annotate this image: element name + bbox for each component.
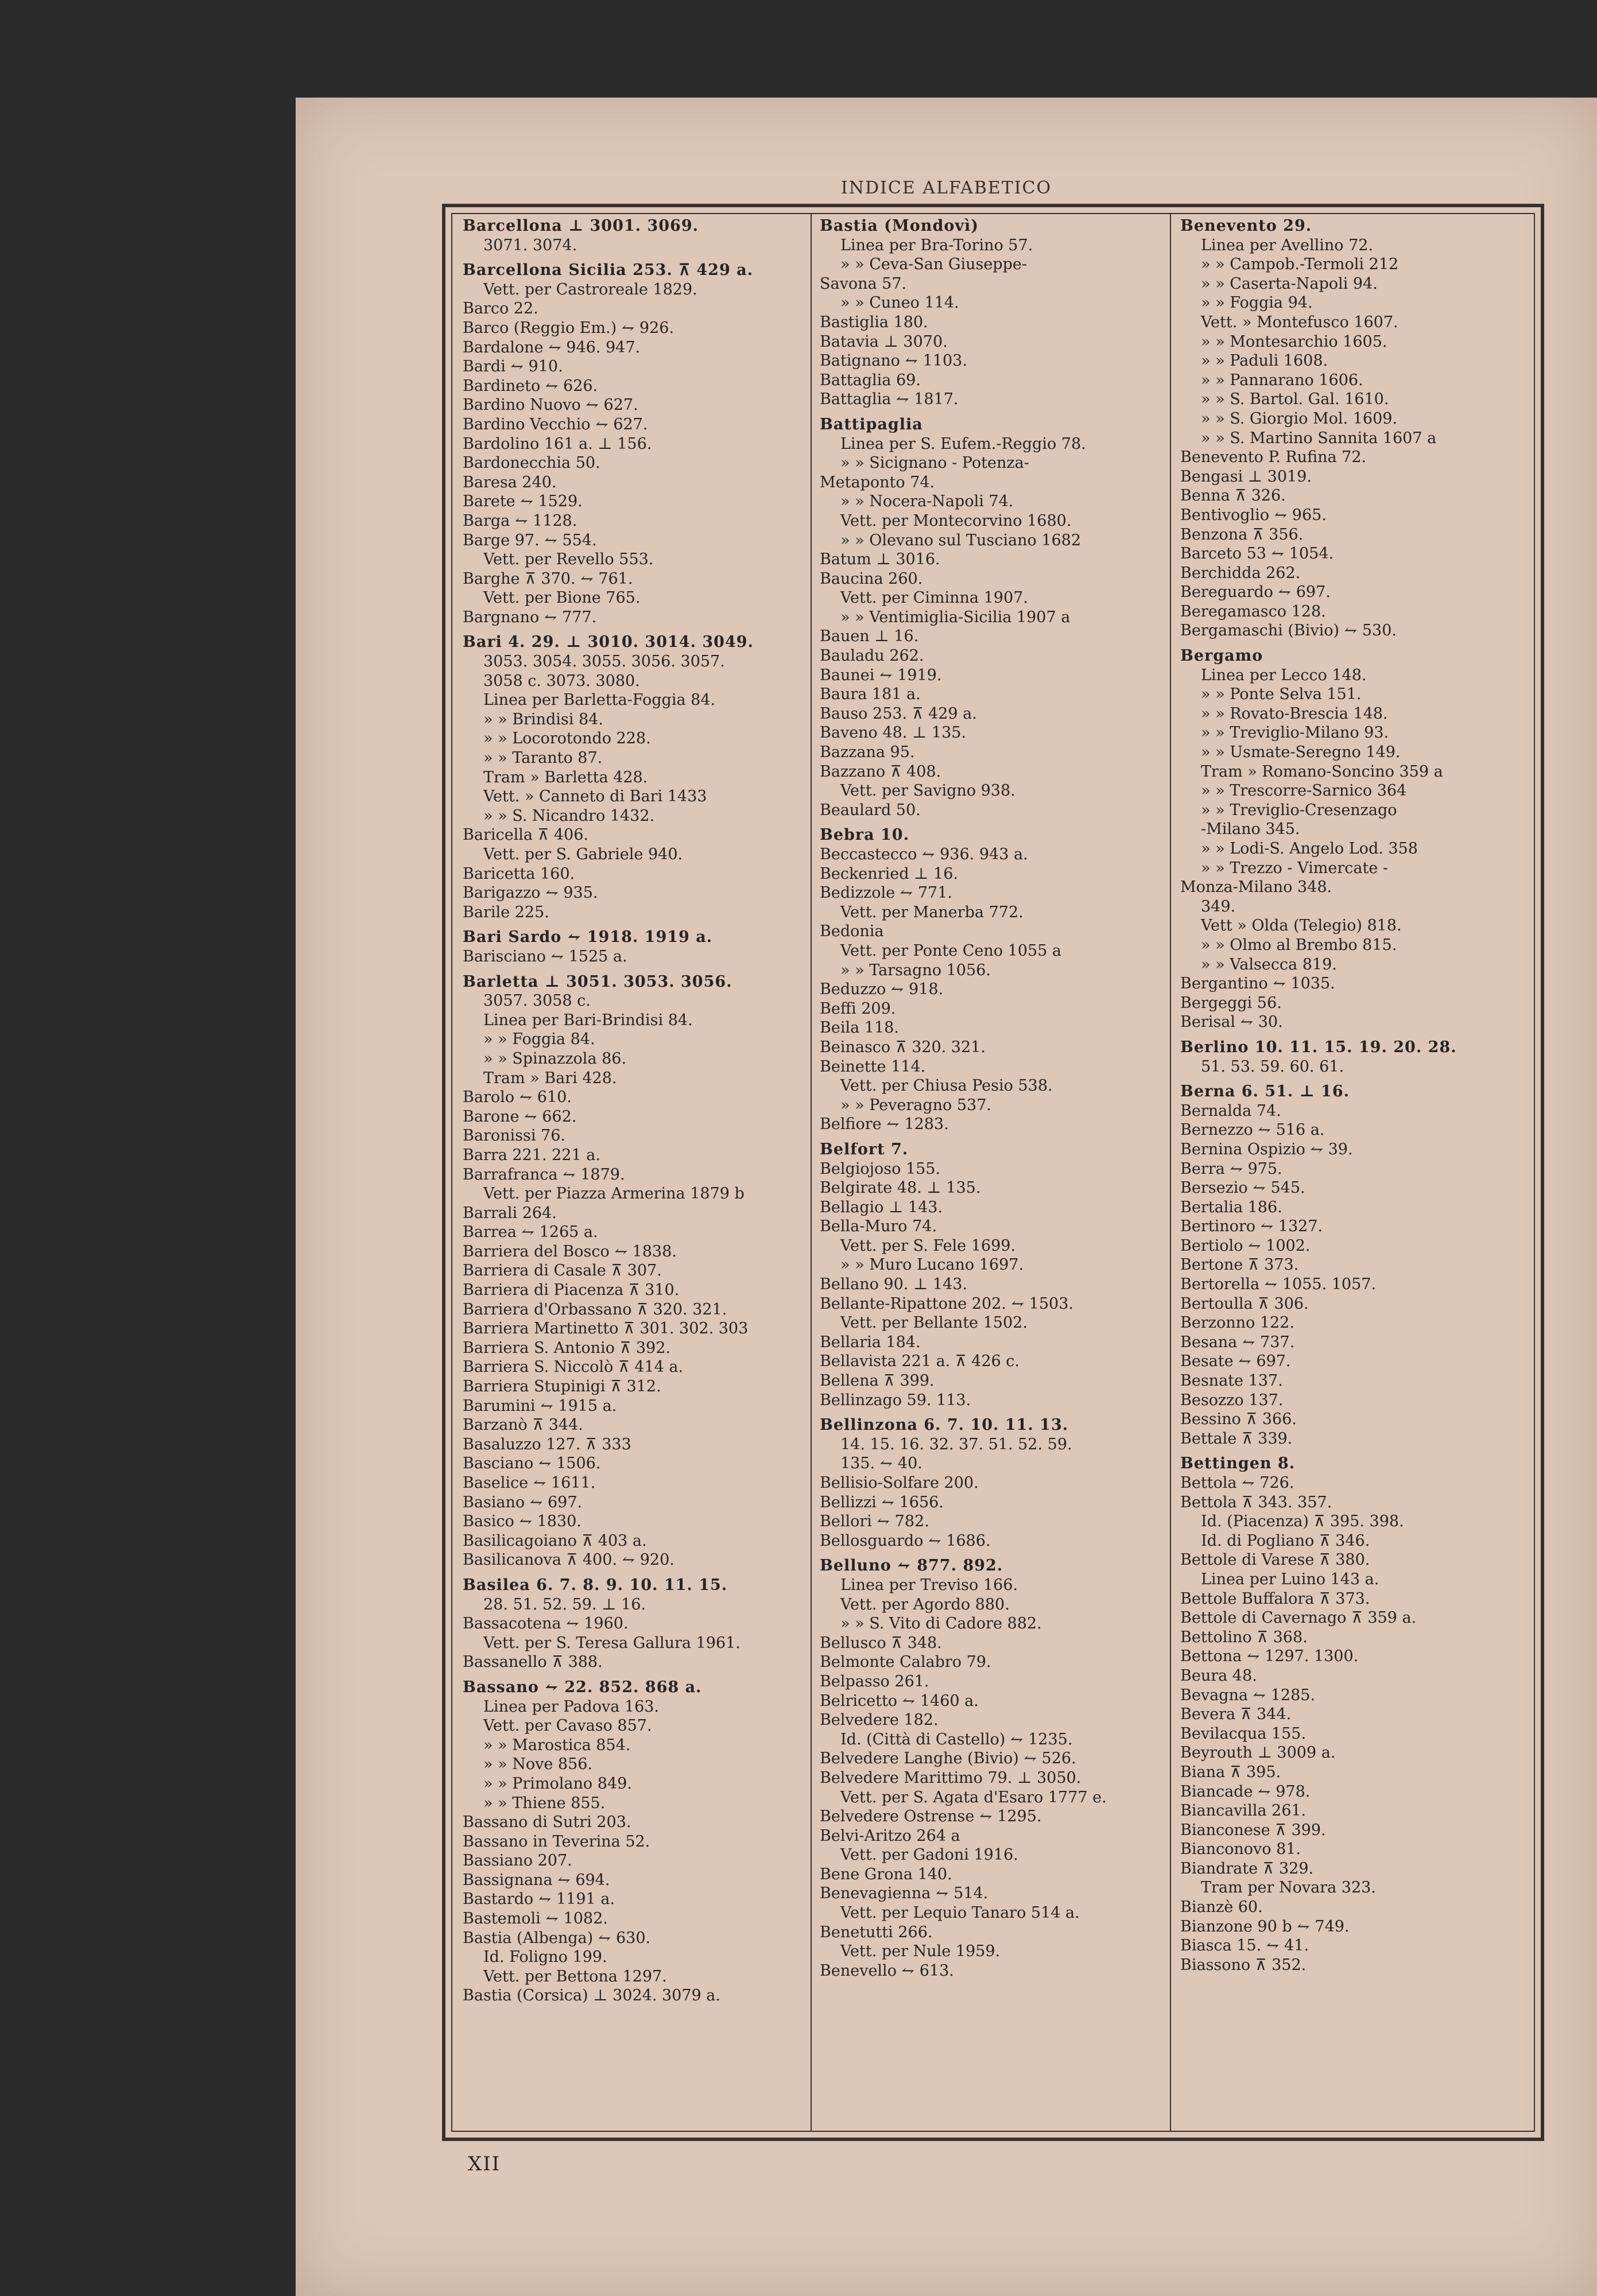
index-entry: Bauso 253. ⊼ 429 a. <box>820 704 977 723</box>
index-entry: Bella-Muro 74. <box>820 1217 937 1236</box>
index-entry: Berna 6. 51. ⊥ 16. <box>1180 1083 1350 1101</box>
index-entry: 349. <box>1201 897 1236 916</box>
index-entry: Linea per Luino 143 a. <box>1201 1570 1379 1588</box>
index-entry: Besnate 137. <box>1180 1372 1283 1390</box>
index-entry: Vett. per Montecorvino 1680. <box>840 511 1072 530</box>
index-entry: » » Usmate-Seregno 149. <box>1201 743 1401 762</box>
index-entry: » » Montesarchio 1605. <box>1201 332 1387 351</box>
index-entry: Bardolino 161 a. ⊥ 156. <box>463 435 652 453</box>
index-entry: Bardi ⥊ 910. <box>463 358 563 376</box>
index-entry: Bergamo <box>1180 647 1263 665</box>
index-entry: -Milano 345. <box>1201 820 1300 839</box>
index-entry: » » Nocera-Napoli 74. <box>840 492 1014 511</box>
index-entry: Barone ⥊ 662. <box>463 1107 577 1126</box>
index-entry: 3071. 3074. <box>483 236 577 254</box>
index-entry: 135. ⥊ 40. <box>840 1455 922 1473</box>
index-entry: Berchidda 262. <box>1180 564 1301 582</box>
index-entry: Beccastecco ⥊ 936. 943 a. <box>820 846 1028 863</box>
index-entry: 51. 53. 59. 60. 61. <box>1201 1057 1344 1076</box>
index-entry: » » Muro Lucano 1697. <box>840 1256 1024 1274</box>
index-entry: » » Sicignano - Potenza- <box>840 454 1029 472</box>
index-entry: Belvi-Aritzo 264 a <box>820 1826 960 1845</box>
index-entry: Vett. per Bettona 1297. <box>483 1967 667 1985</box>
index-entry: » » Ponte Selva 151. <box>1201 685 1362 704</box>
index-entry: Barrali 264. <box>463 1204 557 1222</box>
index-entry: Bastiglia 180. <box>820 313 928 331</box>
index-entry: Batavia ⊥ 3070. <box>820 332 948 351</box>
index-entry: Barcellona Sicilia 253. ⊼ 429 a. <box>463 261 754 280</box>
index-entry: Barcellona ⊥ 3001. 3069. <box>463 217 699 235</box>
index-entry: Bevilacqua 155. <box>1180 1724 1307 1743</box>
index-entry: Tram » Barletta 428. <box>483 768 648 786</box>
index-entry: Benevento P. Rufina 72. <box>1180 448 1367 467</box>
index-entry: Baunei ⥊ 1919. <box>820 666 942 684</box>
index-entry: Barrafranca ⥊ 1879. <box>463 1165 625 1184</box>
index-entry: Bernezzo ⥊ 516 a. <box>1180 1121 1325 1139</box>
column-separator <box>1170 213 1171 2132</box>
index-entry: Id. di Pogliano ⊼ 346. <box>1201 1531 1370 1550</box>
index-entry: Vett. per Bellante 1502. <box>840 1314 1028 1332</box>
index-entry: Belmonte Calabro 79. <box>820 1653 991 1671</box>
index-entry: Linea per S. Eufem.-Reggio 78. <box>840 435 1086 453</box>
index-entry: Barigazzo ⥊ 935. <box>463 884 598 902</box>
index-entry: Belluno ⥊ 877. 892. <box>820 1557 1003 1575</box>
index-entry: Bengasi ⊥ 3019. <box>1180 467 1312 486</box>
index-entry: Tram » Bari 428. <box>483 1069 617 1087</box>
index-entry: Bellusco ⊼ 348. <box>820 1634 942 1652</box>
index-entry: Bauladu 262. <box>820 647 924 665</box>
index-entry: Bellante-Ripattone 202. ⥊ 1503. <box>820 1294 1073 1313</box>
index-entry: Linea per Padova 163. <box>483 1697 660 1716</box>
index-entry: Bedonia <box>820 922 884 941</box>
index-entry: Bassano di Sutri 203. <box>463 1813 631 1832</box>
index-entry: Bereguardo ⥊ 697. <box>1180 583 1331 602</box>
index-entry: Bettingen 8. <box>1180 1455 1296 1473</box>
index-entry: Belvedere Ostrense ⥊ 1295. <box>820 1808 1042 1826</box>
index-entry: Barriera S. Antonio ⊼ 392. <box>463 1339 670 1357</box>
index-entry: Batignano ⥊ 1103. <box>820 352 967 370</box>
index-entry: Basilicagoiano ⊼ 403 a. <box>463 1531 647 1550</box>
index-entry: Besate ⥊ 697. <box>1180 1352 1291 1371</box>
index-entry: Bellagio ⊥ 143. <box>820 1198 943 1216</box>
index-entry: Battipaglia <box>820 415 923 433</box>
index-entry: Bevagna ⥊ 1285. <box>1180 1686 1316 1704</box>
index-entry: » » Tarsagno 1056. <box>840 961 991 979</box>
index-entry: Bernina Ospizio ⥊ 39. <box>1180 1140 1353 1158</box>
index-entry: Bardonecchia 50. <box>463 454 600 472</box>
index-entry: Savona 57. <box>820 274 907 293</box>
index-entry: Bianconovo 81. <box>1180 1840 1301 1859</box>
index-entry: Vett. » Montefusco 1607. <box>1201 313 1398 331</box>
index-entry: Bernalda 74. <box>1180 1102 1281 1120</box>
index-entry: 28. 51. 52. 59. ⊥ 16. <box>483 1595 646 1614</box>
index-entry: Bellavista 221 a. ⊼ 426 c. <box>820 1352 1020 1371</box>
index-entry: Barriera S. Niccolò ⊼ 414 a. <box>463 1358 684 1376</box>
index-entry: » » Taranto 87. <box>483 749 603 767</box>
index-entry: Barriera d'Orbassano ⊼ 320. 321. <box>463 1300 727 1318</box>
index-entry: Vett. per Castroreale 1829. <box>483 280 697 298</box>
index-entry: Vett. per Gadoni 1916. <box>840 1846 1018 1864</box>
index-entry: Barceto 53 ⥊ 1054. <box>1180 545 1334 563</box>
index-entry: Bazzana 95. <box>820 743 915 762</box>
index-entry: Biana ⊼ 395. <box>1180 1763 1281 1781</box>
index-entry: Besozzo 137. <box>1180 1391 1284 1409</box>
index-entry: Bauen ⊥ 16. <box>820 627 919 646</box>
index-entry: Berlino 10. 11. 15. 19. 20. 28. <box>1180 1038 1457 1056</box>
index-entry: Bassano in Teverina 52. <box>463 1832 650 1851</box>
index-entry: Berzonno 122. <box>1180 1314 1294 1332</box>
index-entry: » » S. Martino Sannita 1607 a <box>1201 429 1437 447</box>
index-entry: Beregamasco 128. <box>1180 602 1326 620</box>
index-entry: Bellinzago 59. 113. <box>820 1391 971 1409</box>
index-entry: Bettola ⊼ 343. 357. <box>1180 1493 1332 1511</box>
index-entry: Bastia (Albenga) ⥊ 630. <box>463 1929 651 1947</box>
index-entry: Bari Sardo ⥊ 1918. 1919 a. <box>463 928 713 947</box>
index-column-3 <box>1180 216 1525 2132</box>
index-entry: Barriera Martinetto ⊼ 301. 302. 303 <box>463 1320 749 1338</box>
index-entry: Berra ⥊ 975. <box>1180 1159 1282 1178</box>
index-entry: Linea per Bra-Torino 57. <box>840 236 1033 254</box>
index-entry: Vett. per Revello 553. <box>483 550 654 569</box>
index-entry: Bellano 90. ⊥ 143. <box>820 1275 968 1294</box>
index-entry: Basaluzzo 127. ⊼ 333 <box>463 1435 631 1453</box>
index-entry: Vett. per Savigno 938. <box>840 782 1015 800</box>
index-entry: Barrea ⥊ 1265 a. <box>463 1223 598 1242</box>
index-entry: Bessino ⊼ 366. <box>1180 1410 1297 1429</box>
index-entry: Beinasco ⊼ 320. 321. <box>820 1038 986 1056</box>
index-entry: Benevello ⥊ 613. <box>820 1961 954 1980</box>
index-entry: Baricella ⊼ 406. <box>463 826 588 844</box>
index-entry: Vett. per Ponte Ceno 1055 a <box>840 941 1062 960</box>
index-entry: Vett. per Bione 765. <box>483 589 641 607</box>
index-entry: Barletta ⊥ 3051. 3053. 3056. <box>463 972 732 991</box>
index-entry: Vett. » Canneto di Bari 1433 <box>483 788 707 806</box>
index-entry: Bastia (Corsica) ⊥ 3024. 3079 a. <box>463 1987 720 2005</box>
index-entry: Belfiore ⥊ 1283. <box>820 1115 949 1134</box>
index-entry: Linea per Lecco 148. <box>1201 666 1367 684</box>
index-entry: Bardalone ⥊ 946. 947. <box>463 338 641 356</box>
index-entry: Id. (Piacenza) ⊼ 395. 398. <box>1201 1512 1404 1531</box>
index-entry: Belricetto ⥊ 1460 a. <box>820 1692 979 1710</box>
index-entry: Vett. per Ciminna 1907. <box>840 589 1028 607</box>
index-entry: Baura 181 a. <box>820 685 921 704</box>
index-entry: Battaglia 69. <box>820 371 921 389</box>
index-entry: Belvedere Marittimo 79. ⊥ 3050. <box>820 1768 1082 1787</box>
index-entry: Bardino Nuovo ⥊ 627. <box>463 396 638 414</box>
index-entry: Bassacotena ⥊ 1960. <box>463 1615 629 1633</box>
index-entry: Belgiojoso 155. <box>820 1159 941 1178</box>
index-entry: Barra 221. 221 a. <box>463 1146 600 1164</box>
index-entry: Linea per Bari-Brindisi 84. <box>483 1011 693 1029</box>
index-entry: » » Thiene 855. <box>483 1794 606 1812</box>
column-separator <box>811 213 812 2132</box>
index-entry: Belvedere Langhe (Bivio) ⥊ 526. <box>820 1750 1076 1768</box>
index-entry: Vett. per S. Gabriele 940. <box>483 846 683 863</box>
index-entry: Vett. per Lequio Tanaro 514 a. <box>840 1904 1080 1922</box>
index-entry: Bergantino ⥊ 1035. <box>1180 975 1335 993</box>
index-entry: Baresa 240. <box>463 473 557 491</box>
index-entry: Vett » Olda (Telegio) 818. <box>1201 917 1402 935</box>
index-entry: Barghe ⊼ 370. ⥊ 761. <box>463 569 633 588</box>
index-entry: Bedizzole ⥊ 771. <box>820 884 952 902</box>
index-entry: Bebra 10. <box>820 826 909 844</box>
index-entry: Bassiano 207. <box>463 1852 572 1870</box>
index-entry: » » Olevano sul Tusciano 1682 <box>840 531 1082 549</box>
index-entry: Beffi 209. <box>820 999 896 1018</box>
index-entry: Baronissi 76. <box>463 1127 565 1145</box>
index-entry: Bastia (Mondovì) <box>820 217 979 235</box>
index-entry: » » Ceva-San Giuseppe- <box>840 255 1027 274</box>
index-entry: Vett. per Chiusa Pesio 538. <box>840 1077 1053 1095</box>
index-entry: » » Cuneo 114. <box>840 294 959 312</box>
index-entry: Basico ⥊ 1830. <box>463 1512 582 1531</box>
index-entry: » » Ventimiglia-Sicilia 1907 a <box>840 608 1071 626</box>
index-entry: Barriera di Piacenza ⊼ 310. <box>463 1281 680 1300</box>
index-entry: Bene Grona 140. <box>820 1865 952 1883</box>
index-entry: Bertorella ⥊ 1055. 1057. <box>1180 1275 1377 1294</box>
index-entry: Berisal ⥊ 30. <box>1180 1013 1283 1031</box>
index-entry: » » S. Giorgio Mol. 1609. <box>1201 409 1398 428</box>
index-entry: Monza-Milano 348. <box>1180 878 1332 897</box>
index-entry: » » Spinazzola 86. <box>483 1049 627 1068</box>
index-entry: » » Foggia 84. <box>483 1030 595 1049</box>
index-entry: » » S. Vito di Cadore 882. <box>840 1615 1042 1633</box>
index-entry: Bettale ⊼ 339. <box>1180 1429 1293 1448</box>
index-entry: » » Nove 856. <box>483 1755 593 1774</box>
index-entry: Basiano ⥊ 697. <box>463 1493 583 1511</box>
index-entry: Basciano ⥊ 1506. <box>463 1455 601 1473</box>
index-entry: Biancavilla 261. <box>1180 1802 1307 1820</box>
index-entry: Bettolino ⊼ 368. <box>1180 1628 1308 1646</box>
page-sheet <box>296 98 1597 2296</box>
index-entry: Bellosguardo ⥊ 1686. <box>820 1531 991 1550</box>
index-entry: Bertinoro ⥊ 1327. <box>1180 1217 1323 1236</box>
index-entry: Bettole di Varese ⊼ 380. <box>1180 1551 1370 1569</box>
index-entry: » » Locorotondo 228. <box>483 730 651 748</box>
index-entry: Beyrouth ⊥ 3009 a. <box>1180 1744 1336 1762</box>
index-entry: Tram » Romano-Soncino 359 a <box>1201 762 1443 781</box>
index-entry: Barolo ⥊ 610. <box>463 1088 572 1107</box>
index-entry: Linea per Treviso 166. <box>840 1576 1018 1594</box>
index-entry: » » Paduli 1608. <box>1201 352 1328 370</box>
index-entry: Bargnano ⥊ 777. <box>463 608 597 626</box>
index-entry: Barco (Reggio Em.) ⥊ 926. <box>463 319 675 337</box>
index-entry: Beduzzo ⥊ 918. <box>820 980 944 999</box>
index-entry: Bellisio-Solfare 200. <box>820 1474 979 1492</box>
index-entry: Bettole Buffalora ⊼ 373. <box>1180 1589 1370 1608</box>
index-entry: 3057. 3058 c. <box>483 992 591 1010</box>
index-entry: Bellinzona 6. 7. 10. 11. 13. <box>820 1416 1069 1434</box>
index-entry: Bellori ⥊ 782. <box>820 1512 929 1531</box>
index-entry: Belvedere 182. <box>820 1711 939 1729</box>
index-entry: Bardineto ⥊ 626. <box>463 377 598 395</box>
index-entry: Vett. per S. Teresa Gallura 1961. <box>483 1634 741 1652</box>
index-entry: Benzona ⊼ 356. <box>1180 525 1304 544</box>
index-entry: Bertalia 186. <box>1180 1198 1282 1216</box>
index-entry: » » Rovato-Brescia 148. <box>1201 704 1388 723</box>
index-entry: Barriera del Bosco ⥊ 1838. <box>463 1242 677 1261</box>
index-entry: Benevento 29. <box>1180 217 1312 235</box>
index-entry: » » Brindisi 84. <box>483 710 603 728</box>
index-entry: Bentivoglio ⥊ 965. <box>1180 506 1327 524</box>
index-entry: » » Peveragno 537. <box>840 1096 991 1114</box>
index-entry: Bellaria 184. <box>820 1333 921 1351</box>
index-entry: Belpasso 261. <box>820 1672 929 1690</box>
index-entry: Barco 22. <box>463 300 538 318</box>
index-entry: Bianzè 60. <box>1180 1898 1263 1917</box>
index-entry: Bari 4. 29. ⊥ 3010. 3014. 3049. <box>463 633 754 651</box>
index-entry: Tram per Novara 323. <box>1201 1879 1376 1897</box>
index-entry: Bianzone 90 b ⥊ 749. <box>1180 1917 1350 1936</box>
index-entry: Baselice ⥊ 1611. <box>463 1474 596 1492</box>
index-entry: » » Trescorre-Sarnico 364 <box>1201 782 1407 800</box>
index-entry: Beura 48. <box>1180 1666 1257 1685</box>
index-entry: 3058 c. 3073. 3080. <box>483 672 640 690</box>
index-entry: Linea per Barletta-Foggia 84. <box>483 691 716 709</box>
index-entry: » » Lodi-S. Angelo Lod. 358 <box>1201 840 1418 858</box>
index-entry: Vett. per Piazza Armerina 1879 b <box>483 1185 745 1203</box>
index-entry: Belfort 7. <box>820 1140 909 1158</box>
index-entry: Bettola ⥊ 726. <box>1180 1474 1294 1492</box>
index-entry: Bellizzi ⥊ 1656. <box>820 1493 944 1511</box>
index-entry: Bassignana ⥊ 694. <box>463 1871 610 1889</box>
index-entry: Biancade ⥊ 978. <box>1180 1782 1311 1801</box>
index-entry: Bettona ⥊ 1297. 1300. <box>1180 1647 1359 1666</box>
index-entry: Bianconese ⊼ 399. <box>1180 1821 1326 1839</box>
index-entry: Besana ⥊ 737. <box>1180 1333 1295 1351</box>
index-entry: » » Olmo al Brembo 815. <box>1201 936 1397 954</box>
index-entry: Biassono ⊼ 352. <box>1180 1956 1307 1974</box>
index-entry: Bastemoli ⥊ 1082. <box>463 1910 608 1928</box>
index-entry: » » Primolano 849. <box>483 1774 632 1793</box>
page-header: INDICE ALFABETICO <box>840 178 1052 198</box>
index-column-1 <box>463 216 807 2132</box>
index-entry: » » Campob.-Termoli 212 <box>1201 255 1399 274</box>
index-entry: » » Marostica 854. <box>483 1736 631 1754</box>
index-entry: Linea per Avellino 72. <box>1201 236 1374 254</box>
index-entry: Beila 118. <box>820 1019 899 1037</box>
index-entry: Battaglia ⥊ 1817. <box>820 390 959 409</box>
index-entry: Bevera ⊼ 344. <box>1180 1705 1292 1724</box>
index-entry: Benevagienna ⥊ 514. <box>820 1884 989 1903</box>
index-entry: » » Caserta-Napoli 94. <box>1201 274 1378 293</box>
index-entry: Basilea 6. 7. 8. 9. 10. 11. 15. <box>463 1576 728 1594</box>
index-entry: » » Pannarano 1606. <box>1201 371 1363 389</box>
index-entry: Vett. per S. Agata d'Esaro 1777 e. <box>840 1788 1107 1806</box>
index-entry: Beaulard 50. <box>820 801 921 819</box>
index-entry: Vett. per Cavaso 857. <box>483 1717 652 1735</box>
index-entry: Barriera di Casale ⊼ 307. <box>463 1262 662 1280</box>
index-entry: Vett. per Agordo 880. <box>840 1595 1010 1614</box>
index-entry: Benetutti 266. <box>820 1923 933 1941</box>
index-entry: Bettole di Cavernago ⊼ 359 a. <box>1180 1609 1417 1627</box>
index-entry: Bergamaschi (Bivio) ⥊ 530. <box>1180 622 1397 640</box>
index-entry: Id. Foligno 199. <box>483 1948 607 1967</box>
index-entry: Baucina 260. <box>820 569 923 588</box>
index-entry: Beckenried ⊥ 16. <box>820 864 958 883</box>
index-entry: Basilicanova ⊼ 400. ⥊ 920. <box>463 1551 675 1569</box>
index-frame <box>442 204 1544 2141</box>
index-entry: Metaponto 74. <box>820 473 935 491</box>
index-entry: Barile 225. <box>463 903 549 921</box>
index-entry: Bastardo ⥊ 1191 a. <box>463 1890 615 1909</box>
page-number: XII <box>468 2152 501 2175</box>
index-entry: » » Treviglio-Cresenzago <box>1201 801 1397 819</box>
index-entry: Bertoulla ⊼ 306. <box>1180 1294 1309 1313</box>
index-entry: Barriera Stupinigi ⊼ 312. <box>463 1378 661 1396</box>
index-entry: 14. 15. 16. 32. 37. 51. 52. 59. <box>840 1435 1072 1453</box>
index-entry: » » Treviglio-Milano 93. <box>1201 724 1389 742</box>
index-entry: Vett. per Manerba 772. <box>840 903 1024 921</box>
index-entry: Barumini ⥊ 1915 a. <box>463 1397 617 1415</box>
index-entry: Barge 97. ⥊ 554. <box>463 531 597 549</box>
index-entry: Biasca 15. ⥊ 41. <box>1180 1937 1309 1955</box>
index-entry: Baricetta 160. <box>463 864 575 883</box>
index-entry: Bergeggi 56. <box>1180 994 1282 1012</box>
index-entry: Biandrate ⊼ 329. <box>1180 1859 1314 1878</box>
index-entry: Bardino Vecchio ⥊ 627. <box>463 415 648 433</box>
index-entry: » » Foggia 94. <box>1201 294 1313 312</box>
index-entry: Bertone ⊼ 373. <box>1180 1256 1299 1274</box>
index-entry: Id. (Città di Castello) ⥊ 1235. <box>840 1730 1073 1748</box>
index-entry: » » S. Bartol. Gal. 1610. <box>1201 390 1389 409</box>
index-entry: Beinette 114. <box>820 1057 926 1076</box>
index-entry: Barga ⥊ 1128. <box>463 511 577 530</box>
index-entry: » » S. Nicandro 1432. <box>483 806 655 825</box>
index-entry: 3053. 3054. 3055. 3056. 3057. <box>483 653 725 671</box>
index-entry: Bersezio ⥊ 545. <box>1180 1179 1305 1197</box>
index-entry: Barzanò ⊼ 344. <box>463 1416 583 1434</box>
index-entry: Bazzano ⊼ 408. <box>820 762 941 781</box>
index-entry: Bellena ⊼ 399. <box>820 1372 935 1390</box>
index-entry: Benna ⊼ 326. <box>1180 487 1286 505</box>
index-entry: » » Valsecca 819. <box>1201 955 1337 974</box>
index-entry: Vett. per S. Fele 1699. <box>840 1236 1016 1255</box>
index-entry: Bassanello ⊼ 388. <box>463 1653 603 1671</box>
index-entry: Barete ⥊ 1529. <box>463 492 583 511</box>
index-entry: Batum ⊥ 3016. <box>820 550 940 569</box>
index-entry: Bassano ⥊ 22. 852. 868 a. <box>463 1678 702 1696</box>
index-entry: » » Trezzo - Vimercate - <box>1201 859 1388 877</box>
index-column-2 <box>820 216 1164 2132</box>
index-entry: Bertiolo ⥊ 1002. <box>1180 1236 1311 1255</box>
index-entry: Barisciano ⥊ 1525 a. <box>463 947 627 965</box>
index-entry: Baveno 48. ⊥ 135. <box>820 724 967 742</box>
index-entry: Belgirate 48. ⊥ 135. <box>820 1179 981 1197</box>
index-entry: Vett. per Nule 1959. <box>840 1942 1001 1961</box>
